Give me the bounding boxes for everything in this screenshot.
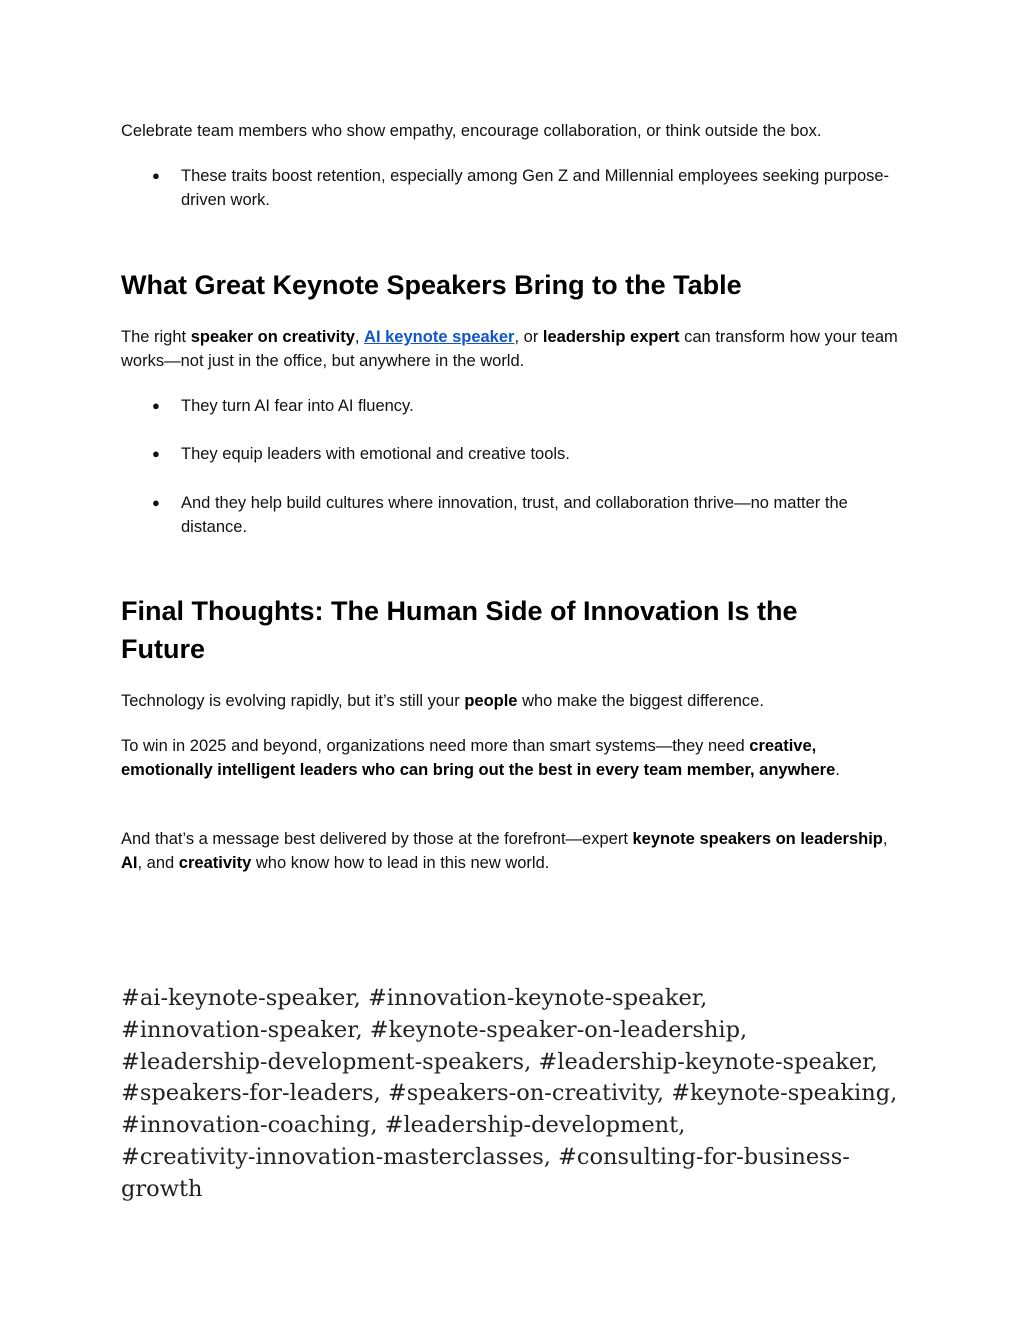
list-item: [121, 442, 911, 466]
section-heading: What Great Keynote Speakers Bring to the Table: [121, 270, 742, 300]
list-item-text: They turn AI fear into AI fluency.: [181, 397, 414, 415]
section2-paragraph-1: [121, 689, 911, 713]
hashtag-line: #innovation-coaching, #leadership-development,: [121, 1112, 686, 1139]
text-run: ,: [354, 328, 365, 346]
text-run: who know how to lead in this new world.: [251, 854, 550, 872]
list-item: [121, 164, 911, 212]
list-item-text: These traits boost retention, especially among Gen Z and Millennial employees seeking purpose-driven work.: [181, 167, 890, 209]
bullet-dot-icon: ●: [152, 495, 160, 510]
hashtag-line: #creativity-innovation-masterclasses, #consulting-for-business-growth: [121, 1143, 850, 1202]
bullet-dot-icon: ●: [152, 446, 160, 461]
text-run: can transform how your team works—not just in the office, but anywhere in the world.: [121, 328, 898, 370]
section2-paragraph-3: [121, 827, 911, 875]
text-run: To win in 2025 and beyond, organizations need more than smart systems—they need: [121, 737, 750, 755]
bold-text: creative, emotionally intelligent leaders who can bring out the best in every team member, anywhere: [121, 737, 836, 779]
hashtag-line: #ai-keynote-speaker, #innovation-keynote-speaker,: [121, 985, 708, 1011]
intro-paragraph: Celebrate team members who show empathy, encourage collaboration, or think outside the box.: [121, 122, 822, 140]
hashtag-line: #speakers-for-leaders, #speakers-on-creativity, #keynote-speaking,: [121, 1080, 898, 1107]
hashtag-line: #innovation-speaker, #keynote-speaker-on-leadership,: [121, 1016, 748, 1043]
section-heading: Final Thoughts: The Human Side of Innovation Is the Future: [121, 596, 798, 664]
bold-text: keynote speakers on leadership: [632, 830, 883, 848]
bullet-dot-icon: ●: [152, 398, 160, 413]
bullet-dot-icon: ●: [152, 168, 160, 183]
section1-paragraph: [121, 325, 911, 373]
section2-paragraph-2: [121, 734, 911, 782]
bold-text: leadership expert: [542, 328, 680, 346]
text-run: Technology is evolving rapidly, but it’s still your: [121, 692, 465, 710]
intro-bullet-list: [121, 164, 911, 212]
list-item-text: They equip leaders with emotional and creative tools.: [181, 445, 570, 463]
text-run: , or: [514, 328, 543, 346]
text-run: And that’s a message best delivered by those at the forefront—expert: [121, 830, 633, 848]
section1-bullet-list: [121, 442, 911, 466]
text-run: who make the biggest difference.: [517, 692, 764, 710]
hashtag-line: #leadership-development-speakers, #leadership-keynote-speaker,: [121, 1048, 878, 1075]
bold-text: speaker on creativity: [190, 328, 355, 346]
text-run: , and: [137, 854, 179, 872]
list-item-text: And they help build cultures where innovation, trust, and collaboration thrive—no matter the distance.: [181, 494, 848, 536]
hashtag-list: [121, 983, 911, 1206]
bold-text: AI: [121, 854, 138, 872]
text-run: The right: [121, 328, 191, 346]
ai-keynote-speaker-link[interactable]: AI keynote speaker: [364, 328, 515, 346]
list-item: [121, 491, 911, 539]
section1-bullet-list: [121, 394, 911, 418]
text-run: ,: [882, 830, 888, 848]
text-run: .: [835, 761, 840, 779]
bold-text: creativity: [178, 854, 252, 872]
list-item: [121, 394, 911, 418]
bold-text: people: [464, 692, 518, 710]
section1-bullet-list: [121, 491, 911, 539]
